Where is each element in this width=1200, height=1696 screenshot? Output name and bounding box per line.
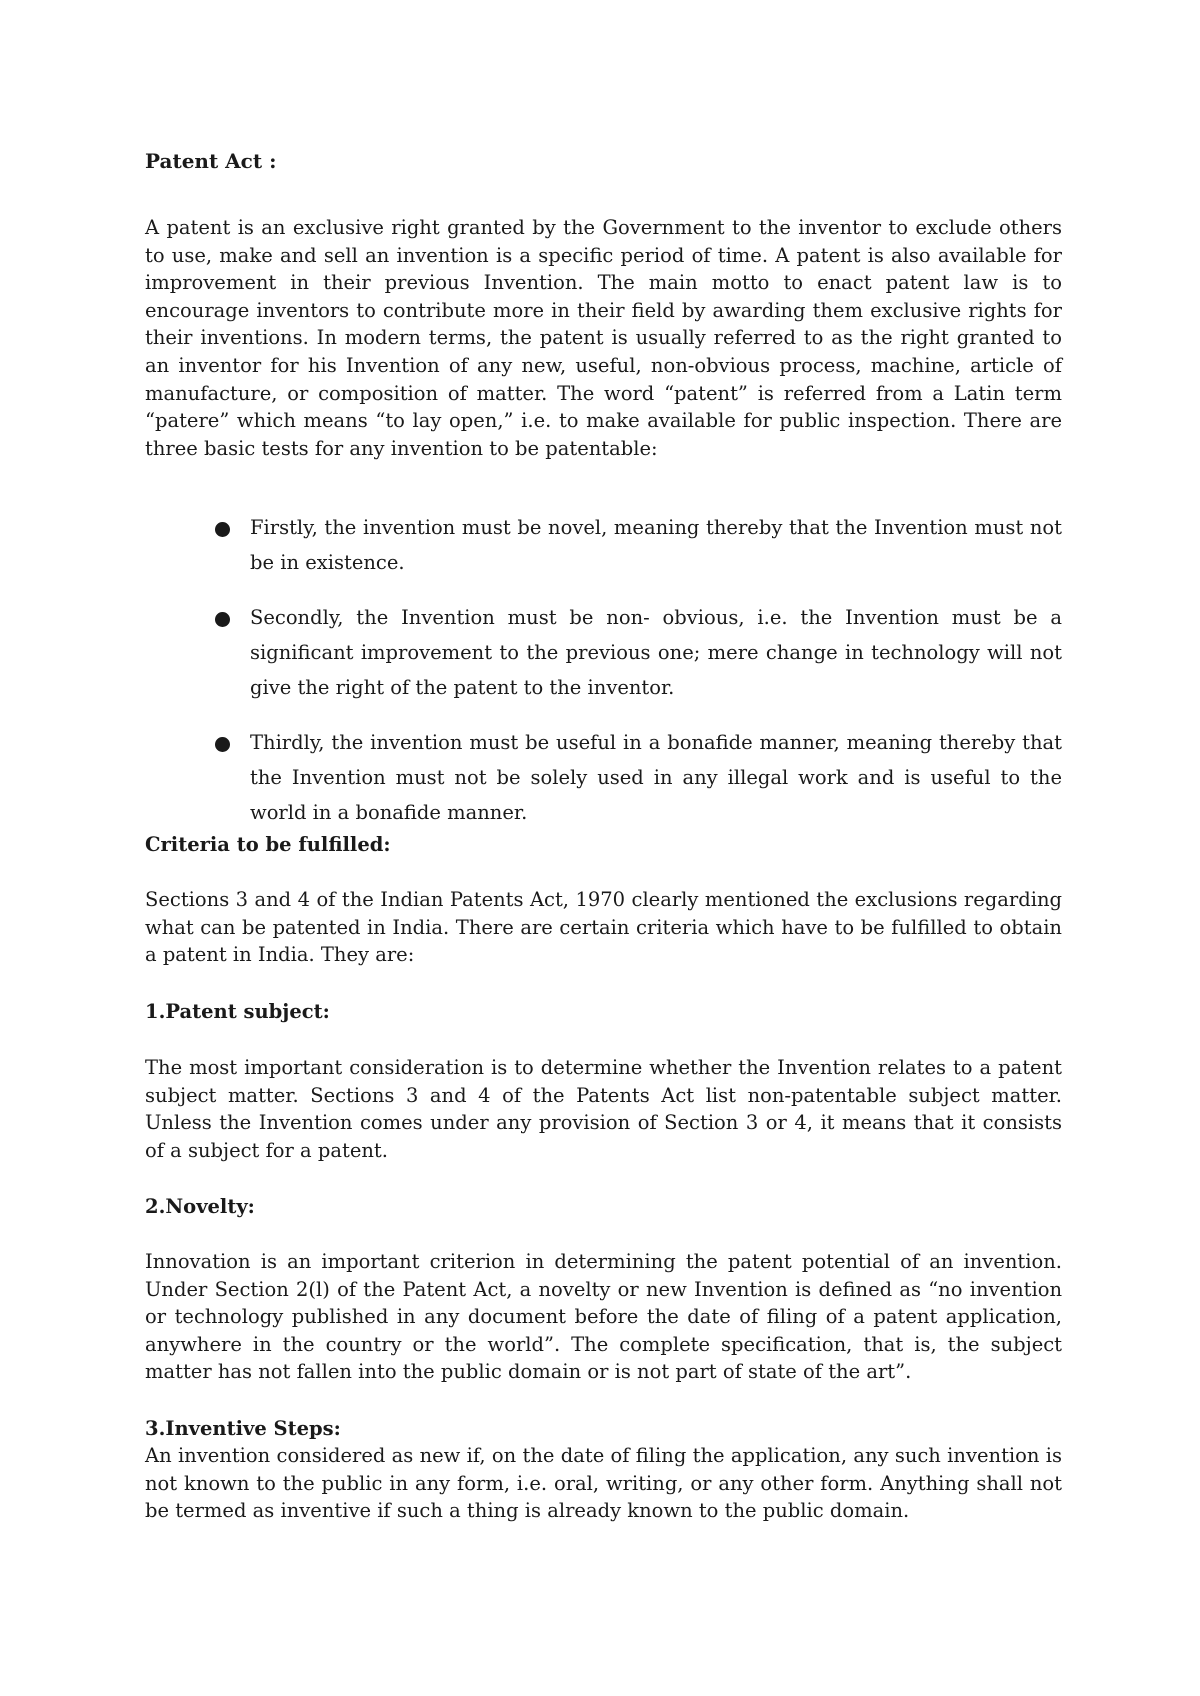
bullet-icon [215,737,230,752]
intro-paragraph: A patent is an exclusive right granted by the Government to the inventor to exclude others to use, make and sell an invention is a specific period of time. A patent is also available for improvement in their previous Invention. The main motto to enact patent law is to encourage inventors to contribute more in their field by awarding them exclusive rights for their inventions. In modern terms, the patent is usually referred to as the right granted to an inventor for his Invention of any new, useful, non-obvious process, machine, article of manufacture, or composition of matter. The word “patent” is referred from a Latin term “patere” which means “to lay open,” i.e. to make available for public inspection. There are three basic tests for any invention to be patentable: [145,216,1062,460]
list-item-text: Secondly, the Invention must be non- obvious, i.e. the Invention must be a significant improvement to the previous one; mere change in technology will not give the right of the patent to the inventor. [250,606,1062,699]
list-item [145,725,1062,830]
bullet-icon [215,612,230,627]
section-heading-novelty: 2.Novelty: [145,1195,255,1218]
section-heading-inventive-steps: 3.Inventive Steps: [145,1417,341,1440]
list-item-text: Firstly, the invention must be novel, meaning thereby that the Invention must not be in existence. [250,516,1062,574]
bullet-icon [215,522,230,537]
list-item [145,600,1062,705]
section-paragraph-inventive-steps: An invention considered as new if, on the date of filing the application, any such invention is not known to the public in any form, i.e. oral, writing, or any other form. Anything shall not be termed as inventive if such a thing is already known to the public domain. [145,1444,1062,1523]
criteria-paragraph: Sections 3 and 4 of the Indian Patents Act, 1970 clearly mentioned the exclusions regarding what can be patented in India. There are certain criteria which have to be fulfilled to obtain a patent in India. They are: [145,888,1062,967]
list-item-text: Thirdly, the invention must be useful in a bonafide manner, meaning thereby that the Invention must not be solely used in any illegal work and is useful to the world in a bonafide manner. [250,731,1062,824]
section-heading-patent-subject: 1.Patent subject: [145,1000,330,1023]
list-item [145,510,1062,580]
document-title: Patent Act : [145,149,277,173]
section-paragraph-novelty: Innovation is an important criterion in determining the patent potential of an invention. Under Section 2(l) of the Patent Act, a novelty or new Invention is defined as “no invention or technology published in any document before the date of filing of a patent application, anywhere in the country or the world”. The complete specification, that is, the subject matter has not fallen into the public domain or is not part of state of the art”. [145,1250,1062,1384]
section-paragraph-patent-subject: The most important consideration is to determine whether the Invention relates to a patent subject matter. Sections 3 and 4 of the Patents Act list non-patentable subject matter. Unless the Invention comes under any provision of Section 3 or 4, it means that it consists of a subject for a patent. [145,1056,1062,1162]
patentability-tests-list [145,510,1062,850]
criteria-heading: Criteria to be fulfilled: [145,833,391,856]
